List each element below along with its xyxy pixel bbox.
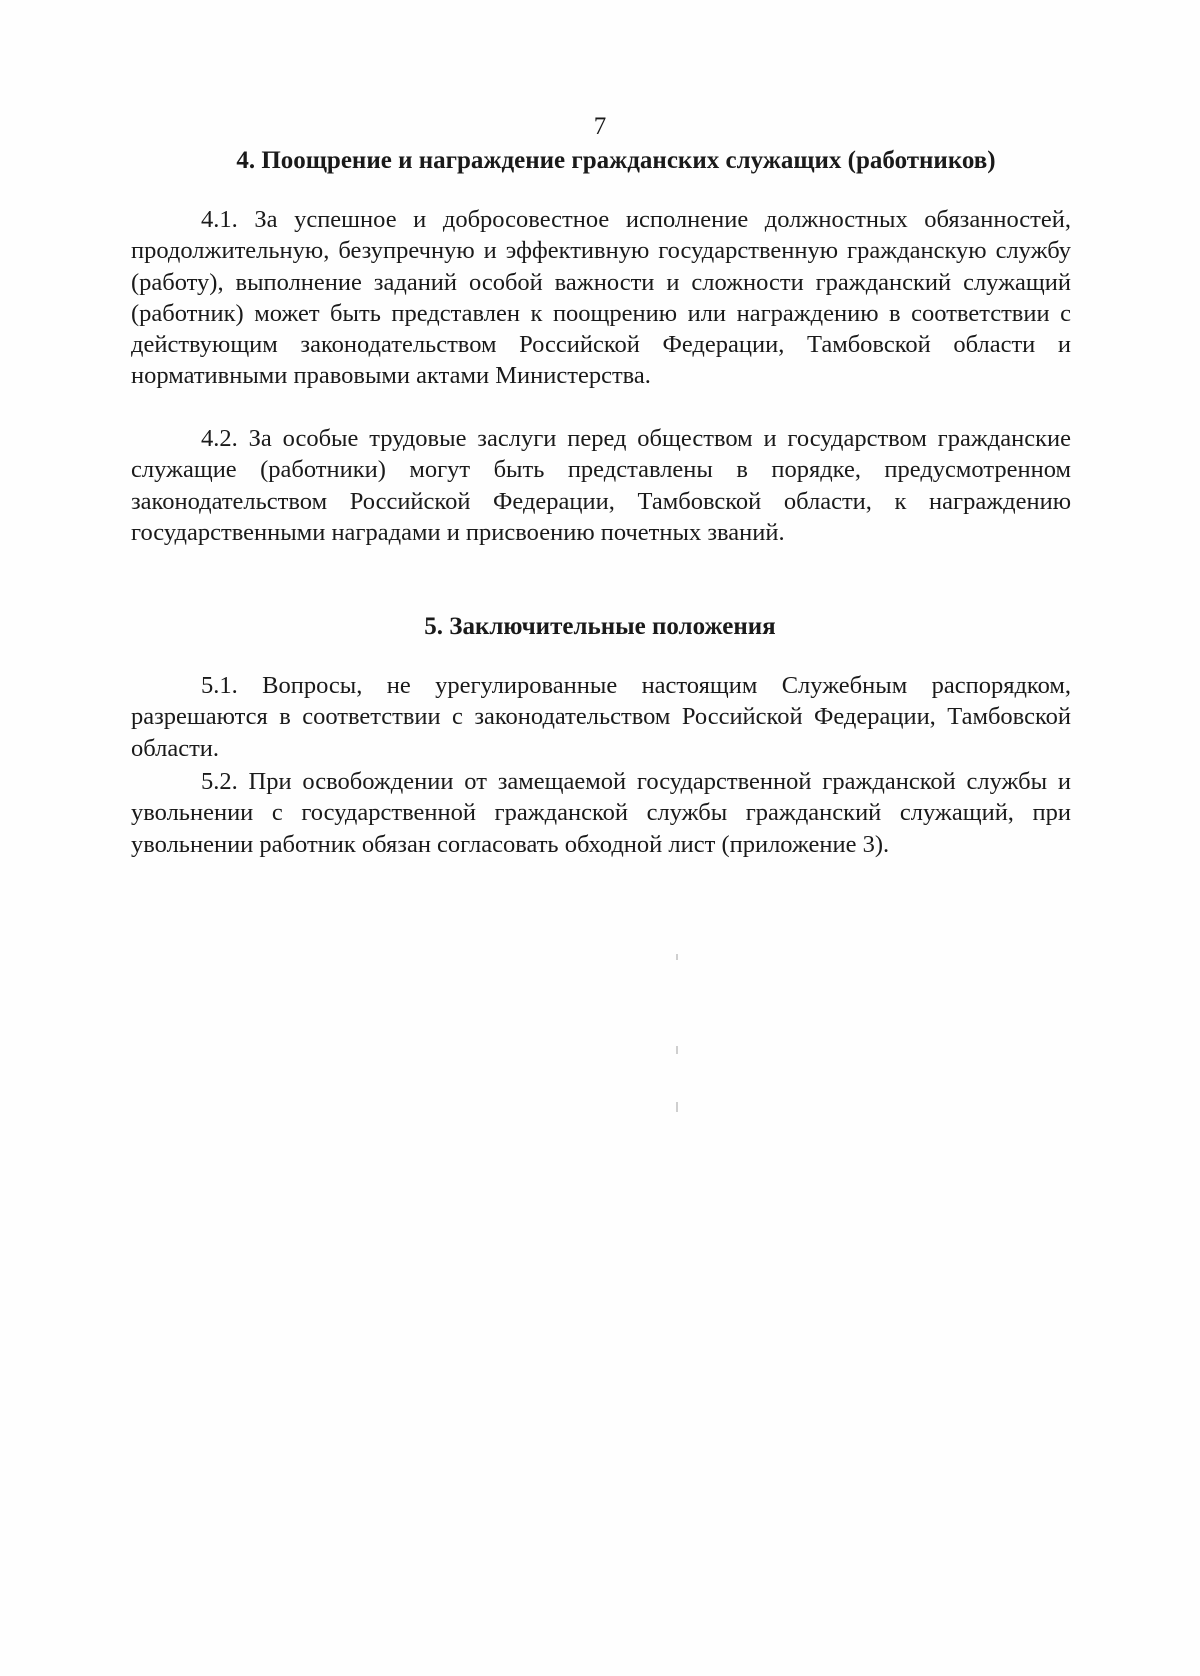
scan-artifact [676,954,678,960]
page-number: 7 [593,113,607,140]
scan-artifact [676,1102,678,1112]
paragraph-4-2: 4.2. За особые трудовые заслуги перед обществом и государством гражданские служащие (работники) могут быть представлены в порядке, предусмотренном законодательством Российской Федерации, Тамбовской области, к награждению государственными наградами и присвоению почетных званий. [131,425,1071,546]
scan-artifact [676,1046,678,1054]
section-5-heading: 5. Заключительные положения [424,613,776,640]
section-4-heading: 4. Поощрение и награждение гражданских служащих (работников) [236,147,996,174]
paragraph-4-1: 4.1. За успешное и добросовестное исполнение должностных обязанностей, продолжительную, безупречную и эффективную государственную гражданскую службу (работу), выполнение заданий особой важности и сложности гражданский служащий (работник) может быть представлен к поощрению или награждению в соответствии с действующим законодательством Российской Федерации, Тамбовской области и нормативными правовыми актами Министерства. [131,206,1071,390]
paragraph-5-2: 5.2. При освобождении от замещаемой государственной гражданской службы и увольнении с государственной гражданской службы гражданский служащий, при увольнении работник обязан согласовать обходной лист (приложение 3). [131,768,1071,858]
paragraph-5-1: 5.1. Вопросы, не урегулированные настоящим Служебным распорядком, разрешаются в соответствии с законодательством Российской Федерации, Тамбовской области. [131,672,1071,762]
